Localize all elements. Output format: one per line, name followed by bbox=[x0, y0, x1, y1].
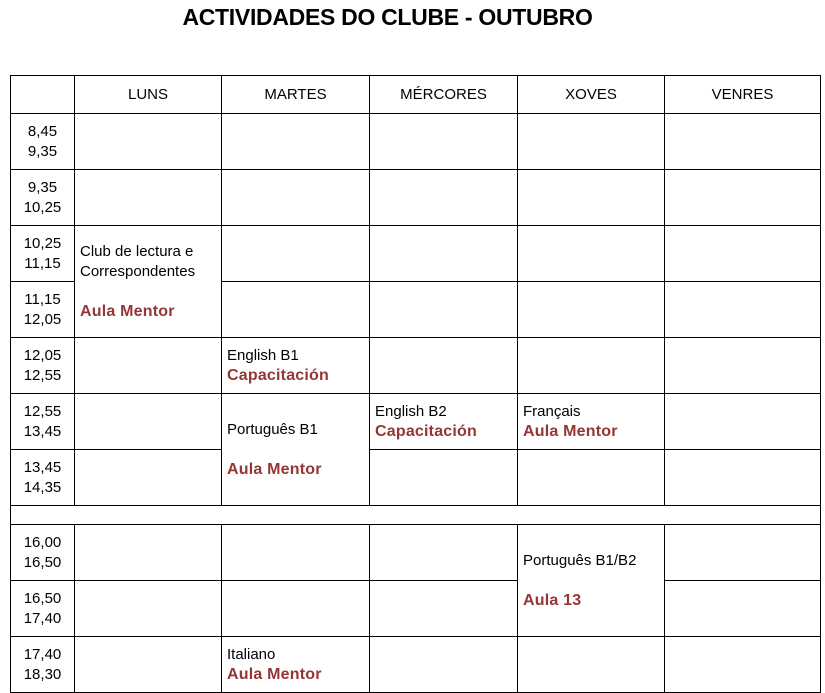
empty-cell bbox=[370, 637, 518, 693]
activity-room: Aula 13 bbox=[523, 591, 582, 609]
empty-cell bbox=[665, 581, 821, 637]
empty-cell bbox=[665, 450, 821, 506]
empty-cell bbox=[665, 282, 821, 338]
table-row bbox=[11, 637, 821, 693]
empty-cell bbox=[665, 338, 821, 394]
activity-name: Italiano bbox=[227, 645, 276, 663]
separator-cell bbox=[11, 506, 821, 525]
empty-cell bbox=[75, 637, 222, 693]
activity-room: Aula Mentor bbox=[227, 460, 322, 478]
empty-cell bbox=[665, 637, 821, 693]
activity-name: Correspondentes bbox=[80, 262, 196, 280]
activity-room: Aula Mentor bbox=[227, 665, 322, 683]
day-header-mercores: MÉRCORES bbox=[370, 76, 518, 114]
time-slot: 16,50 17,40 bbox=[11, 581, 75, 637]
activity-italiano bbox=[222, 637, 370, 693]
empty-cell bbox=[75, 394, 222, 450]
activity-francais bbox=[518, 394, 665, 450]
empty-cell bbox=[222, 114, 370, 170]
activity-english-b2 bbox=[370, 394, 518, 450]
empty-cell bbox=[75, 450, 222, 506]
empty-cell bbox=[75, 581, 222, 637]
activity-portugues-b1-b2 bbox=[518, 525, 665, 637]
empty-cell bbox=[222, 170, 370, 226]
activity-name: English B2 bbox=[375, 402, 447, 420]
empty-cell bbox=[222, 282, 370, 338]
time-slot: 11,15 12,05 bbox=[11, 282, 75, 338]
activity-name: English B1 bbox=[227, 346, 299, 364]
schedule-table bbox=[10, 75, 821, 693]
empty-cell bbox=[370, 226, 518, 282]
empty-cell bbox=[665, 170, 821, 226]
table-row bbox=[11, 450, 821, 506]
time-slot: 17,40 18,30 bbox=[11, 637, 75, 693]
day-header-venres: VENRES bbox=[665, 76, 821, 114]
day-header-luns: LUNS bbox=[75, 76, 222, 114]
empty-cell bbox=[665, 114, 821, 170]
empty-cell bbox=[75, 525, 222, 581]
activity-english-b1 bbox=[222, 338, 370, 394]
empty-cell bbox=[222, 525, 370, 581]
table-row bbox=[11, 394, 821, 450]
empty-cell bbox=[665, 226, 821, 282]
empty-cell bbox=[370, 114, 518, 170]
empty-cell bbox=[75, 170, 222, 226]
empty-cell bbox=[75, 114, 222, 170]
day-header-xoves: XOVES bbox=[518, 76, 665, 114]
empty-cell bbox=[518, 170, 665, 226]
time-slot: 12,55 13,45 bbox=[11, 394, 75, 450]
day-header-martes: MARTES bbox=[222, 76, 370, 114]
empty-cell bbox=[370, 450, 518, 506]
empty-cell bbox=[75, 338, 222, 394]
time-slot: 10,25 11,15 bbox=[11, 226, 75, 282]
activity-name: Français bbox=[523, 402, 581, 420]
table-row bbox=[11, 338, 821, 394]
empty-cell bbox=[370, 282, 518, 338]
activity-portugues-b1 bbox=[222, 394, 370, 506]
activity-room: Capacitación bbox=[227, 366, 329, 384]
time-slot: 12,05 12,55 bbox=[11, 338, 75, 394]
activity-name: Club de lectura e bbox=[80, 242, 194, 260]
empty-cell bbox=[518, 338, 665, 394]
empty-cell bbox=[518, 114, 665, 170]
empty-cell bbox=[665, 394, 821, 450]
empty-cell bbox=[518, 226, 665, 282]
empty-cell bbox=[518, 637, 665, 693]
empty-cell bbox=[370, 525, 518, 581]
table-row bbox=[11, 226, 821, 282]
activity-room: Aula Mentor bbox=[80, 302, 175, 320]
empty-cell bbox=[370, 170, 518, 226]
activity-club-lectura bbox=[75, 226, 222, 338]
time-slot: 16,00 16,50 bbox=[11, 525, 75, 581]
empty-cell bbox=[222, 226, 370, 282]
table-row bbox=[11, 114, 821, 170]
separator-row bbox=[11, 506, 821, 525]
empty-cell bbox=[518, 282, 665, 338]
empty-cell bbox=[370, 581, 518, 637]
empty-cell bbox=[222, 581, 370, 637]
activity-room: Capacitación bbox=[375, 422, 477, 440]
time-slot: 8,45 9,35 bbox=[11, 114, 75, 170]
table-row bbox=[11, 170, 821, 226]
time-slot: 9,35 10,25 bbox=[11, 170, 75, 226]
activity-room: Aula Mentor bbox=[523, 422, 618, 440]
page-title: ACTIVIDADES DO CLUBE - OUTUBRO bbox=[182, 4, 593, 30]
table-row bbox=[11, 525, 821, 581]
activity-name: Português B1 bbox=[227, 420, 318, 438]
header-row bbox=[11, 76, 821, 114]
table-row bbox=[11, 581, 821, 637]
empty-cell bbox=[518, 450, 665, 506]
empty-cell bbox=[665, 525, 821, 581]
time-slot: 13,45 14,35 bbox=[11, 450, 75, 506]
activity-name: Português B1/B2 bbox=[523, 551, 637, 569]
empty-cell bbox=[370, 338, 518, 394]
corner-cell bbox=[11, 76, 75, 114]
